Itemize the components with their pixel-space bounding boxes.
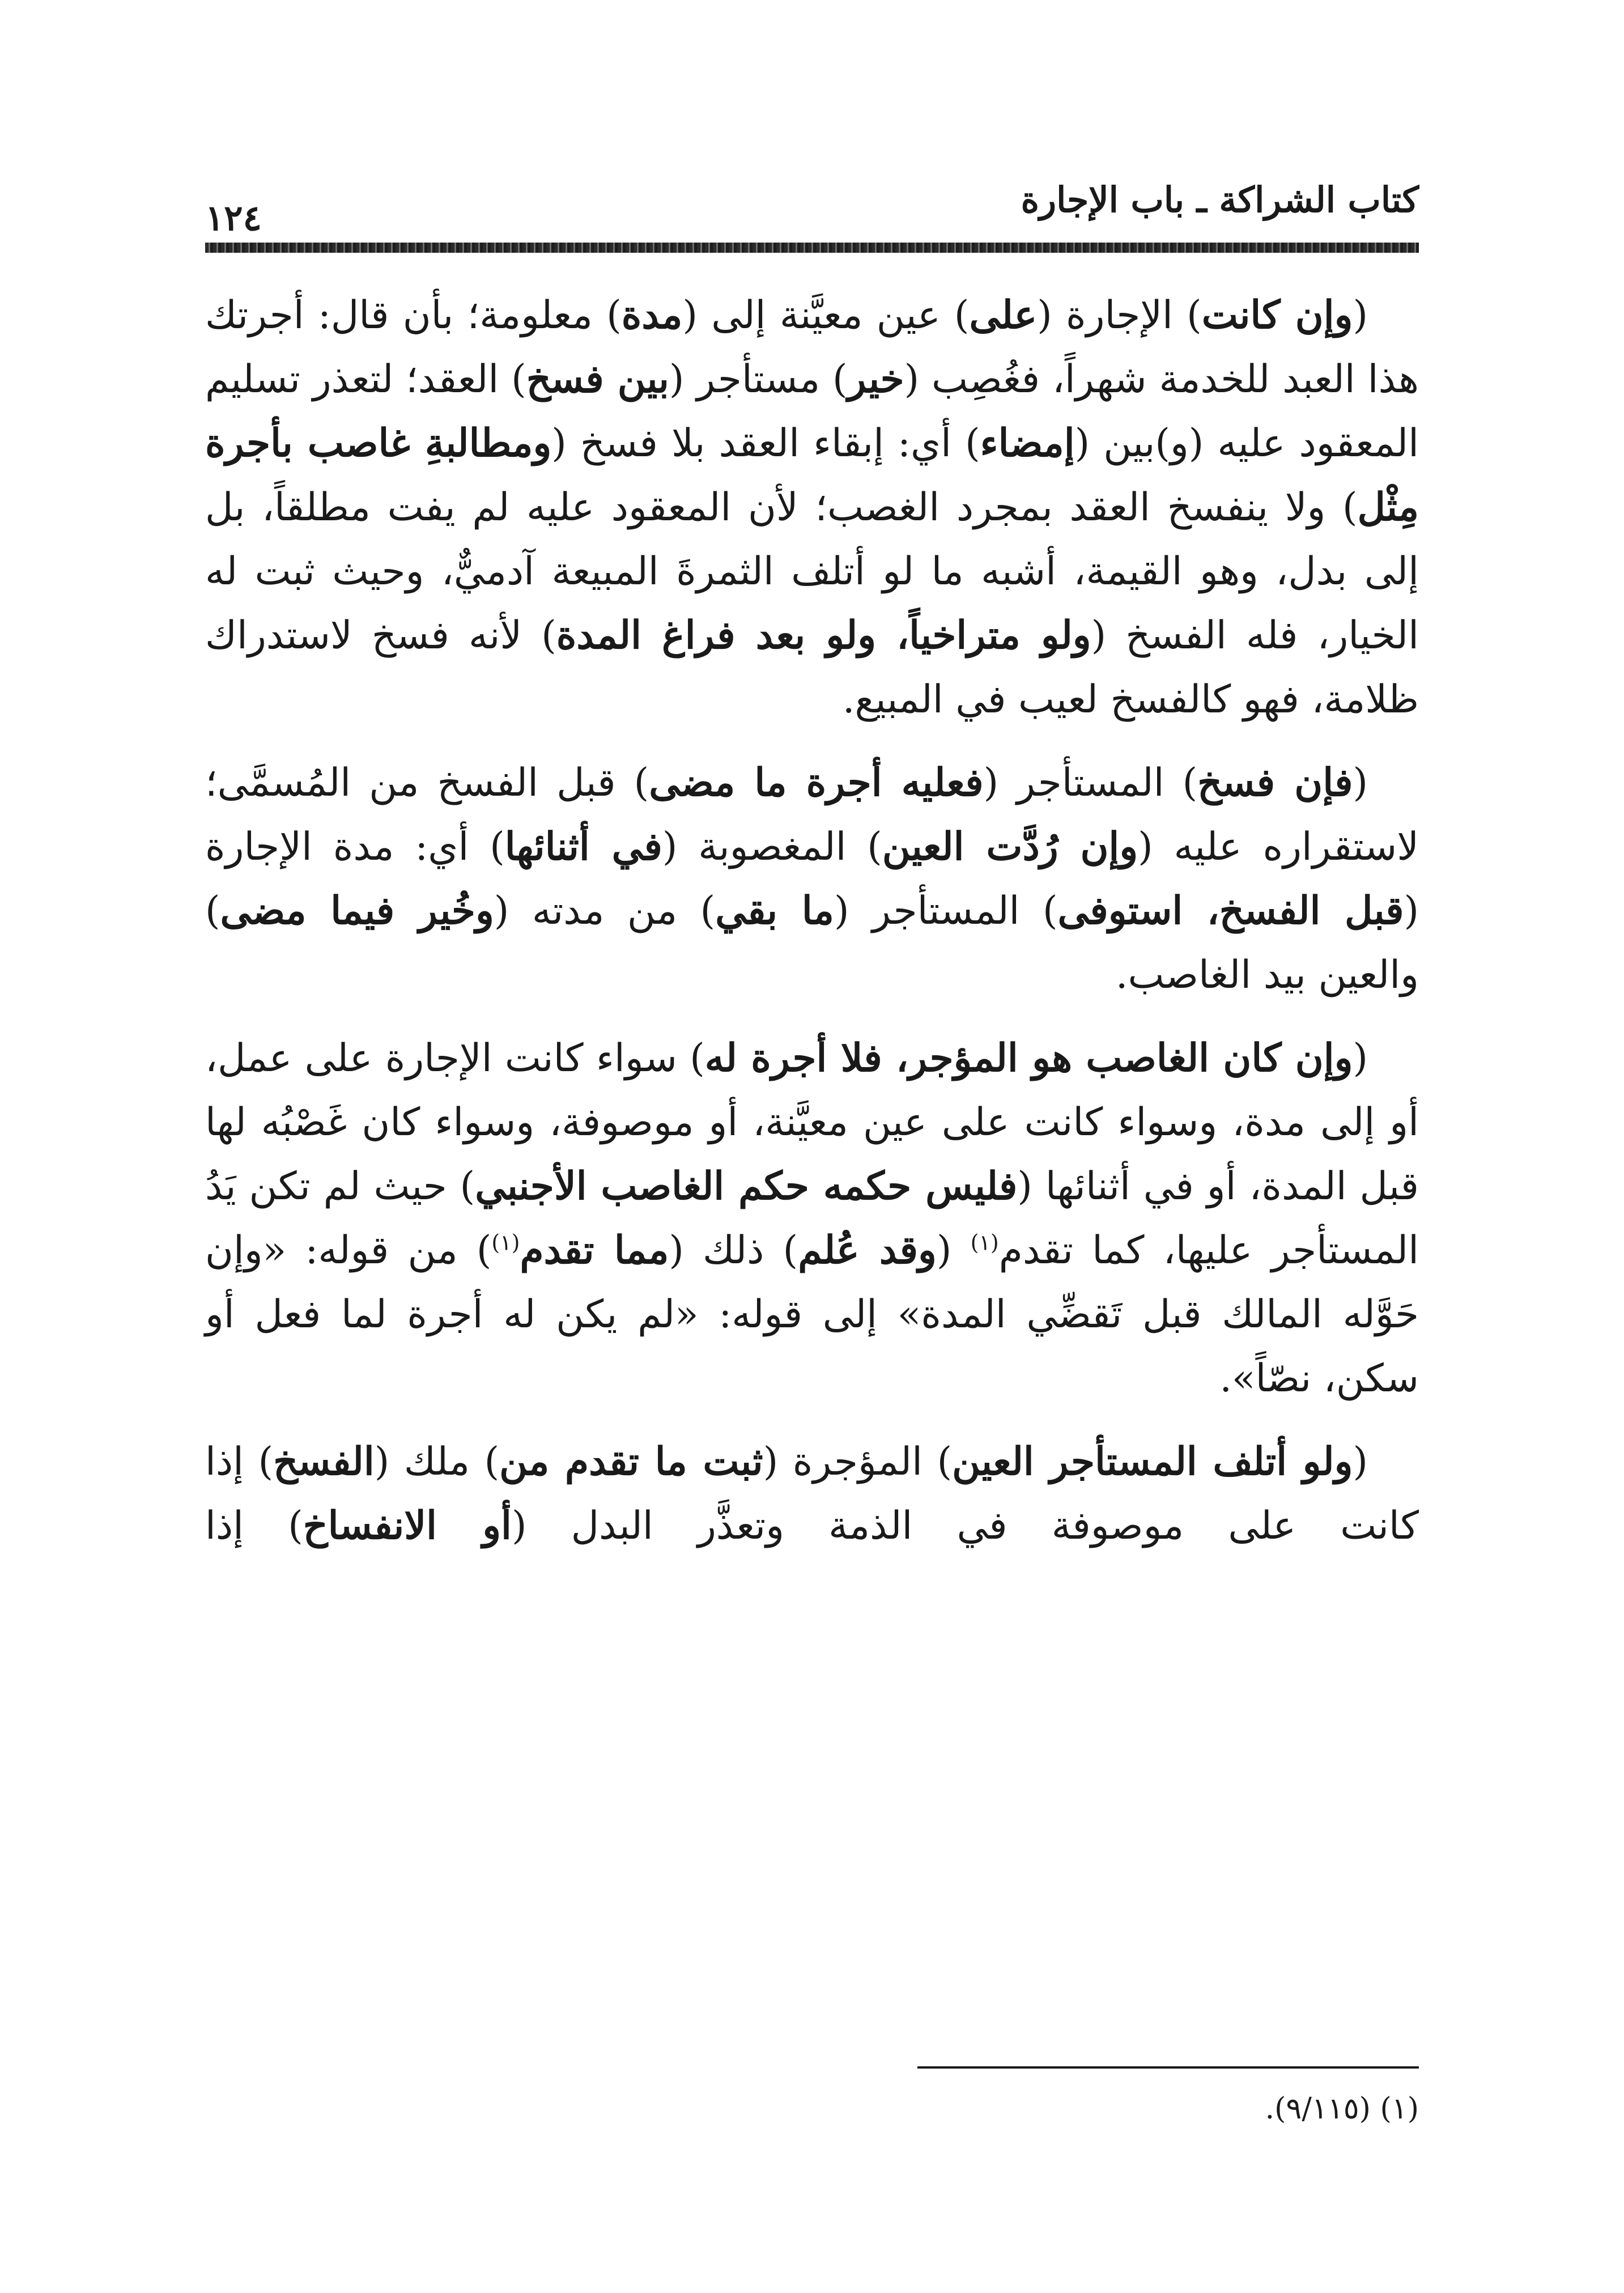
- commentary-text: ) المستأجر (: [983, 761, 1198, 805]
- footnote-marker: (١): [970, 1230, 999, 1255]
- bold-matn-text: وقد عُلم: [798, 1228, 937, 1273]
- commentary-text: ) لأنه فسخ لاستدراك ظلامة، فهو كالفسخ لعيب في المبيع.: [205, 613, 1419, 722]
- commentary-text: ) والعين بيد الغاصب.: [205, 889, 1419, 997]
- page-number: ١٢٤: [205, 197, 262, 239]
- bold-matn-text: خير: [847, 356, 904, 402]
- bold-matn-text: إمضاء: [980, 421, 1075, 466]
- commentary-text: (: [936, 1228, 971, 1273]
- commentary-text: ) ملك (: [374, 1440, 500, 1484]
- bold-matn-text: وإن كان الغاصب هو المؤجر، فلا أجرة له: [704, 1035, 1353, 1081]
- body-text: [205, 283, 1419, 1558]
- bold-matn-text: ما بقي: [715, 888, 834, 933]
- commentary-text: ) ولا ينفسخ العقد بمجرد الغصب؛ لأن المعقود عليه لم يفت مطلقاً، بل إلى بدل، وهو القيمة، أشبه ما لو أتلف الثمرةَ المبيعة آدميٌّ، وحيث ثبت له الخيار، فله الفسخ (: [205, 485, 1419, 658]
- bold-matn-text: فليس حكمه حكم الغاصب الأجنبي: [475, 1164, 1018, 1209]
- commentary-text: ) المستأجر (: [834, 889, 1058, 933]
- footnote: (١) (٩/١١٥).: [1265, 2092, 1419, 2126]
- commentary-text: ) الإجارة (: [1037, 293, 1202, 338]
- commentary-text: ) سواء كانت الإجارة على عمل، أو إلى مدة، وسواء كانت على عين معيَّنة، أو موصوفة، وسواء كان غَصْبُه لها قبل المدة، أو في أثنائها (: [205, 1036, 1419, 1209]
- commentary-text: ) معلومة؛ بأن قال: أجرتك هذا العبد للخدمة شهراً، فغُصِب (: [205, 293, 1419, 402]
- commentary-text: ) من قوله: «وإن حَوَّله المالك قبل تَقضِّي المدة» إلى قوله: «لم يكن له أجرة لما فعل أو سكن، نصّاً».: [205, 1228, 1419, 1401]
- bold-matn-text: على: [969, 292, 1038, 338]
- commentary-text: ) المؤجرة (: [763, 1440, 953, 1484]
- commentary-text: (: [1353, 1036, 1368, 1081]
- commentary-text: ) إذا: [205, 1504, 303, 1548]
- bold-matn-text: فعليه أجرة ما مضى: [649, 760, 984, 805]
- commentary-text: ) ذلك (: [669, 1228, 798, 1273]
- footnote-marker: (١): [491, 1230, 520, 1255]
- commentary-text: ) من مدته (: [494, 889, 716, 933]
- paragraph: [205, 283, 1419, 732]
- bold-matn-text: ولو متراخياً، ولو بعد فراغ المدة: [556, 613, 1091, 658]
- header-rule: [205, 243, 1419, 253]
- commentary-text: ) المغصوبة (: [662, 825, 882, 869]
- commentary-text: (: [1353, 293, 1368, 338]
- commentary-text: ) مستأجر (: [669, 357, 848, 402]
- commentary-text: ) العقد؛ لتعذر تسليم المعقود عليه (و)بين (: [205, 357, 1419, 466]
- bold-matn-text: ومطالبةِ غاصب بأجرة مِثْل: [205, 421, 1419, 530]
- bold-matn-text: فإن فسخ: [1197, 760, 1353, 805]
- paragraph: [205, 1430, 1419, 1558]
- bold-matn-text: وإن كانت: [1201, 292, 1353, 338]
- commentary-text: ) عين معيَّنة إلى (: [682, 293, 970, 338]
- bold-matn-text: ثبت ما تقدم من: [499, 1439, 763, 1484]
- commentary-text: (: [1353, 1440, 1368, 1484]
- paragraph: [205, 1026, 1419, 1411]
- commentary-text: ) إذا كانت على موصوفة في الذمة وتعذَّر البدل (: [205, 1440, 1419, 1548]
- paragraph: [205, 751, 1419, 1007]
- bold-matn-text: قبل الفسخ، استوفى: [1057, 888, 1404, 933]
- page-header: [205, 153, 1419, 238]
- commentary-text: ) أي: إبقاء العقد بلا فسخ (: [551, 421, 980, 466]
- bold-matn-text: الفسخ: [273, 1439, 375, 1484]
- commentary-text: ) قبل الفسخ من المُسمَّى؛ لاستقراره عليه (: [205, 761, 1419, 869]
- commentary-text: (: [1353, 761, 1368, 805]
- bold-matn-text: مما تقدم: [520, 1228, 669, 1273]
- commentary-text: ) أي: مدة الإجارة (: [205, 825, 1419, 933]
- footnote-rule: [917, 2066, 1419, 2069]
- bold-matn-text: أو الانفساخ: [303, 1503, 512, 1548]
- bold-matn-text: مدة: [621, 292, 683, 338]
- commentary-text: ) حيث لم تكن يَدُ المستأجر عليها، كما تقدم: [205, 1164, 1419, 1273]
- bold-matn-text: ولو أتلف المستأجر العين: [952, 1439, 1353, 1484]
- bold-matn-text: وخُير فيما مضى: [220, 888, 494, 933]
- running-title: كتاب الشراكة ـ باب الإجارة: [1021, 179, 1419, 220]
- bold-matn-text: وإن رُدَّت العين: [882, 824, 1138, 869]
- bold-matn-text: بين فسخ: [526, 356, 669, 402]
- bold-matn-text: في أثنائها: [504, 824, 662, 869]
